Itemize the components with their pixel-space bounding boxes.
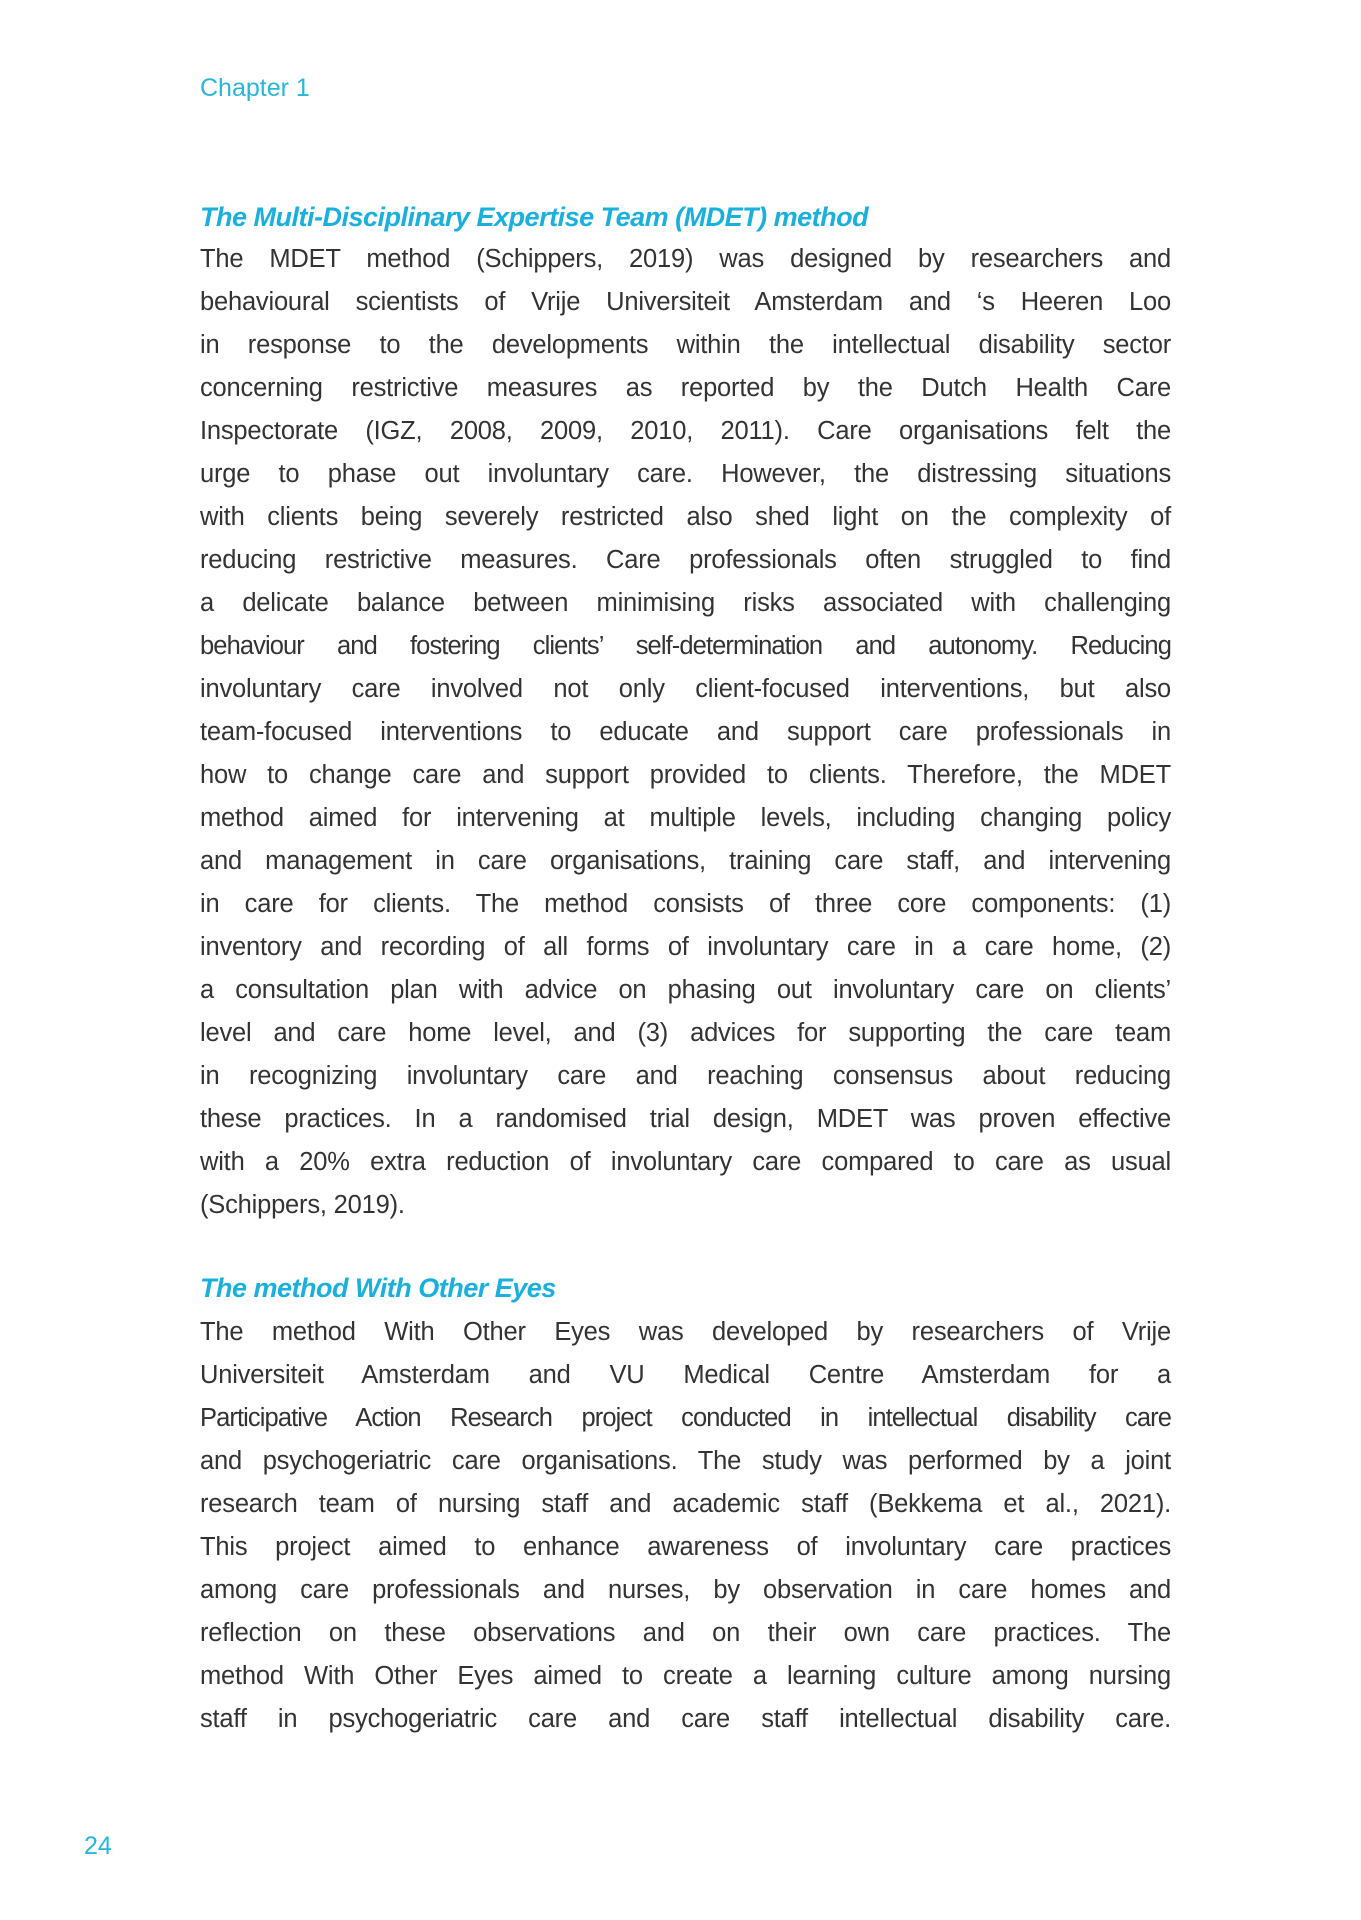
paragraph-with-other-eyes [200, 1311, 1171, 1741]
text-line: This project aimed to enhance awareness of involuntary care practices [200, 1533, 1171, 1561]
text-line: and management in care organisations, training care staff, and intervening [200, 847, 1171, 875]
text-line: among care professionals and nurses, by observation in care homes and [200, 1576, 1171, 1604]
text-line: Participative Action Research project conducted in intellectual disability care [200, 1404, 1171, 1432]
text-line: (Schippers, 2019). [200, 1191, 405, 1219]
text-line: team-focused interventions to educate and support care professionals in [200, 718, 1171, 746]
text-line: The MDET method (Schippers, 2019) was designed by researchers and [200, 245, 1171, 273]
text-line: and psychogeriatric care organisations. The study was performed by a joint [200, 1447, 1171, 1475]
text-line: reflection on these observations and on their own care practices. The [200, 1619, 1171, 1647]
text-line: how to change care and support provided to clients. Therefore, the MDET [200, 761, 1171, 789]
text-line: The method With Other Eyes was developed by researchers of Vrije [200, 1318, 1171, 1346]
section-heading-mdet: The Multi-Disciplinary Expertise Team (MDET) method [200, 202, 869, 232]
text-line: inventory and recording of all forms of involuntary care in a care home, (2) [200, 933, 1171, 961]
chapter-label: Chapter 1 [200, 74, 310, 102]
text-line: a consultation plan with advice on phasing out involuntary care on clients’ [200, 976, 1171, 1004]
text-line: method With Other Eyes aimed to create a learning culture among nursing [200, 1662, 1171, 1690]
text-line: reducing restrictive measures. Care professionals often struggled to find [200, 546, 1171, 574]
text-line: research team of nursing staff and academic staff (Bekkema et al., 2021). [200, 1490, 1171, 1518]
text-line: Universiteit Amsterdam and VU Medical Centre Amsterdam for a [200, 1361, 1171, 1389]
text-line: involuntary care involved not only client-focused interventions, but also [200, 675, 1171, 703]
text-line: staff in psychogeriatric care and care staff intellectual disability care. [200, 1705, 1171, 1733]
paragraph-mdet [200, 238, 1171, 1227]
text-line: behavioural scientists of Vrije Universiteit Amsterdam and ‘s Heeren Loo [200, 288, 1171, 316]
text-line: urge to phase out involuntary care. However, the distressing situations [200, 460, 1171, 488]
text-line: concerning restrictive measures as reported by the Dutch Health Care [200, 374, 1171, 402]
text-line: in care for clients. The method consists of three core components: (1) [200, 890, 1171, 918]
text-line: with clients being severely restricted also shed light on the complexity of [200, 503, 1171, 531]
text-line: a delicate balance between minimising risks associated with challenging [200, 589, 1171, 617]
text-line: level and care home level, and (3) advices for supporting the care team [200, 1019, 1171, 1047]
text-line: behaviour and fostering clients’ self-determination and autonomy. Reducing [200, 632, 1171, 660]
text-line: method aimed for intervening at multiple levels, including changing policy [200, 804, 1171, 832]
text-line: Inspectorate (IGZ, 2008, 2009, 2010, 2011). Care organisations felt the [200, 417, 1171, 445]
page-number: 24 [84, 1832, 112, 1860]
text-line: in response to the developments within the intellectual disability sector [200, 331, 1171, 359]
text-line: in recognizing involuntary care and reaching consensus about reducing [200, 1062, 1171, 1090]
text-line: with a 20% extra reduction of involuntary care compared to care as usual [200, 1148, 1171, 1176]
text-line: these practices. In a randomised trial design, MDET was proven effective [200, 1105, 1171, 1133]
section-heading-with-other-eyes: The method With Other Eyes [200, 1273, 556, 1303]
